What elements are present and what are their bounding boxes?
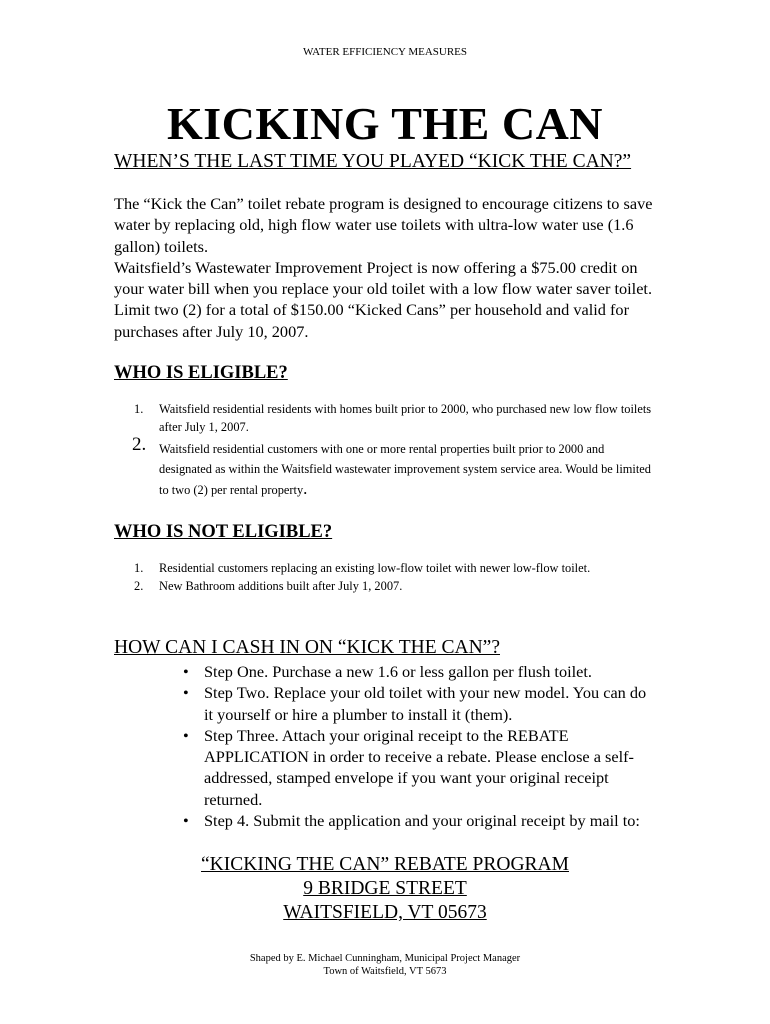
address-line-3: WAITSFIELD, VT 05673 <box>283 902 487 923</box>
list-item <box>114 401 654 436</box>
footer-line-1: Shaped by E. Michael Cunningham, Municipal Project Manager <box>249 953 521 964</box>
bullet-icon: • <box>183 662 189 681</box>
eligible-heading: WHO IS ELIGIBLE? <box>114 363 288 383</box>
footer-line-2: Town of Waitsfield, VT 5673 <box>323 966 447 977</box>
intro-section <box>114 193 654 342</box>
list-item-text: Waitsfield residential customers with one or more rental properties built prior to 2000 and designated as within the Waitsfield wastewater improvement system service area. Would be limited to two (2) per rental property <box>159 442 651 497</box>
list-item <box>114 434 654 501</box>
list-number: 1. <box>134 561 144 575</box>
bullet-icon: • <box>183 811 189 831</box>
intro-paragraph-1: The “Kick the Can” toilet rebate program is designed to encourage citizens to save water by replacing old, high flow water use toilets with ultra-low water use (1.6 gallon) toilets. <box>114 194 653 256</box>
steps-list <box>183 661 653 831</box>
list-number: 2. <box>132 434 147 455</box>
document-title: KICKING THE CAN <box>166 98 604 149</box>
address-line-2: 9 BRIDGE STREET <box>303 878 467 899</box>
bullet-icon: • <box>183 683 189 703</box>
page-header: WATER EFFICIENCY MEASURES <box>303 46 467 58</box>
address-line-1: “KICKING THE CAN” REBATE PROGRAM <box>201 854 569 875</box>
not-eligible-list <box>114 560 654 595</box>
list-number: 2. <box>134 578 144 593</box>
list-number: 1. <box>134 402 144 416</box>
step-text: Step 4. Submit the application and your original receipt by mail to: <box>204 811 640 831</box>
step-text: Step Three. Attach your original receipt to the REBATE APPLICATION in order to receive a rebate. Please enclose a self-addressed, stamped envelope if you want your original receipt returned. <box>204 725 634 809</box>
page-footer <box>0 952 770 978</box>
list-item <box>114 560 654 578</box>
list-item <box>183 682 653 725</box>
intro-paragraph-2: Waitsfield’s Wastewater Improvement Project is now offering a $75.00 credit on your water bill when you replace your old toilet with a low flow water saver toilet. Limit two (2) for a total of $150.00 “Kicked Cans” per household and valid for purchases after July 10, 2007. <box>114 257 653 341</box>
list-item-text: Waitsfield residential residents with homes built prior to 2000, who purchased new low flow toilets after July 1, 2007. <box>159 402 652 434</box>
eligible-list <box>114 401 654 501</box>
step-text: Step One. Purchase a new 1.6 or less gallon per flush toilet. <box>204 662 592 681</box>
mailing-address <box>0 853 770 925</box>
list-item-text: Residential customers replacing an existing low-flow toilet with newer low-flow toilet. <box>159 561 591 575</box>
document-subtitle: WHEN’S THE LAST TIME YOU PLAYED “KICK THE CAN?” <box>114 151 632 172</box>
how-heading: HOW CAN I CASH IN ON “KICK THE CAN”? <box>114 637 500 658</box>
list-item <box>114 578 654 596</box>
bullet-icon: • <box>183 725 189 745</box>
step-text: Step Two. Replace your old toilet with your new model. You can do it yourself or hire a plumber to install it (them). <box>204 683 647 724</box>
list-item <box>183 810 653 831</box>
list-item <box>183 661 653 682</box>
list-item <box>183 725 653 810</box>
list-item-text: New Bathroom additions built after July 1, 2007. <box>159 578 403 593</box>
not-eligible-heading: WHO IS NOT ELIGIBLE? <box>114 522 333 542</box>
list-item-period: . <box>303 479 308 498</box>
